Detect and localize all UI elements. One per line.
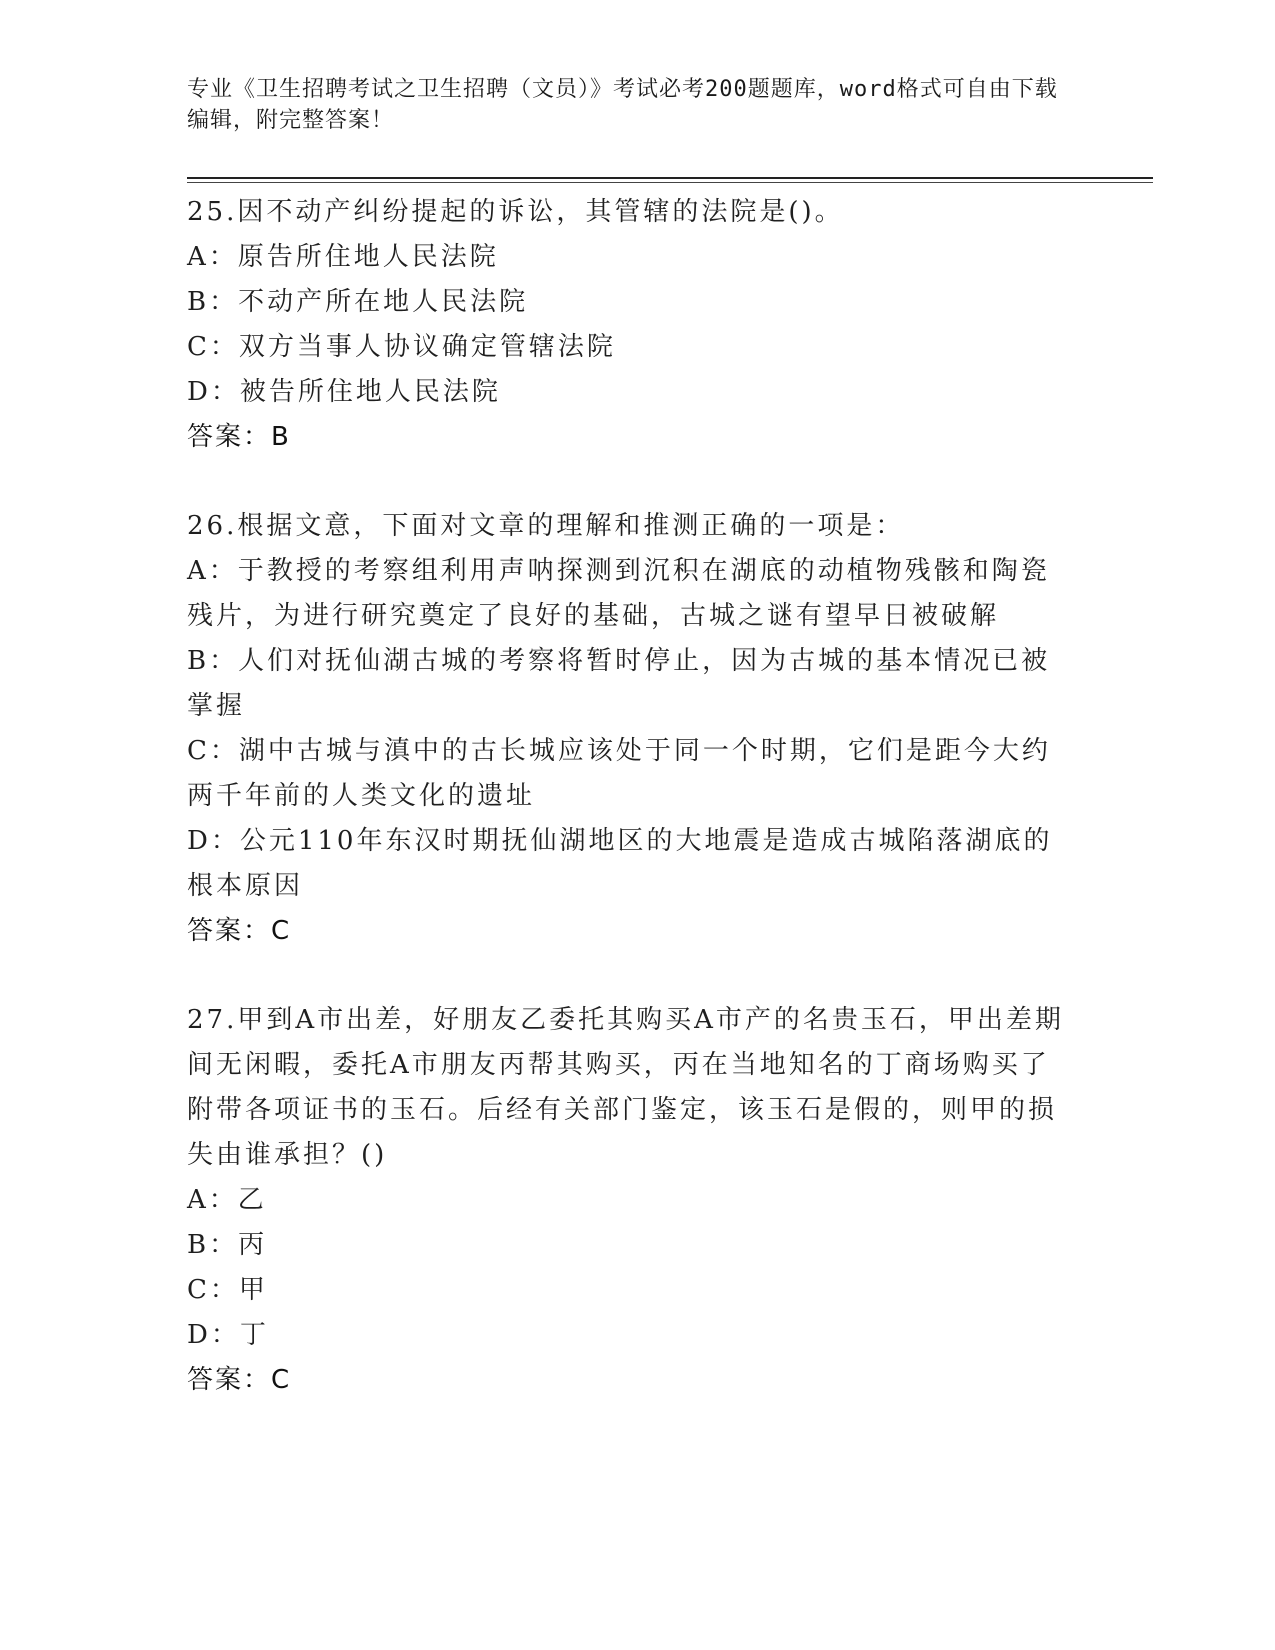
option-b: B：不动产所在地人民法院 <box>187 287 529 317</box>
option-d: D：公元110年东汉时期抚仙湖地区的大地震是造成古城陷落湖底的根本原因 <box>187 826 1053 901</box>
option-b: B：人们对抚仙湖古城的考察将暂时停止，因为古城的基本情况已被掌握 <box>187 646 1051 721</box>
option-a: A：于教授的考察组利用声呐探测到沉积在湖底的动植物残骸和陶瓷残片，为进行研究奠定了良好的基础，古城之谜有望早日被破解 <box>187 556 1050 631</box>
document-header <box>187 74 1067 136</box>
option-c: C：湖中古城与滇中的古长城应该处于同一个时期，它们是距今大约两千年前的人类文化的遗址 <box>187 736 1051 811</box>
question-stem: 27.甲到A市出差，好朋友乙委托其购买A市产的名贵玉石，甲出差期间无闲暇，委托A市朋友丙帮其购买，丙在当地知名的丁商场购买了附带各项证书的玉石。后经有关部门鉴定，该玉石是假的，则甲的损失由谁承担？() <box>187 1005 1064 1170</box>
question-stem: 26.根据文意，下面对文章的理解和推测正确的一项是： <box>187 511 905 541</box>
option-d: D：被告所住地人民法院 <box>187 377 501 407</box>
option-a: A：乙 <box>187 1185 267 1215</box>
answer-line: 答案：C <box>187 916 292 946</box>
question-25 <box>187 190 1067 460</box>
option-d: D：丁 <box>187 1320 269 1350</box>
option-b: B：丙 <box>187 1230 268 1260</box>
answer-line: 答案：C <box>187 1365 292 1395</box>
question-stem: 25.因不动产纠纷提起的诉讼，其管辖的法院是()。 <box>187 197 844 227</box>
question-27 <box>187 998 1067 1403</box>
header-divider-thin <box>187 182 1153 183</box>
answer-line: 答案：B <box>187 422 291 452</box>
option-c: C：甲 <box>187 1275 268 1305</box>
question-26 <box>187 504 1067 954</box>
header-divider-thick <box>187 177 1153 179</box>
option-a: A：原告所住地人民法院 <box>187 242 499 272</box>
option-c: C：双方当事人协议确定管辖法院 <box>187 332 616 362</box>
header-intro-text: 专业《卫生招聘考试之卫生招聘（文员）》考试必考200题题库，word格式可自由下载编辑，附完整答案！ <box>187 77 1058 133</box>
questions-list <box>187 190 1067 1403</box>
